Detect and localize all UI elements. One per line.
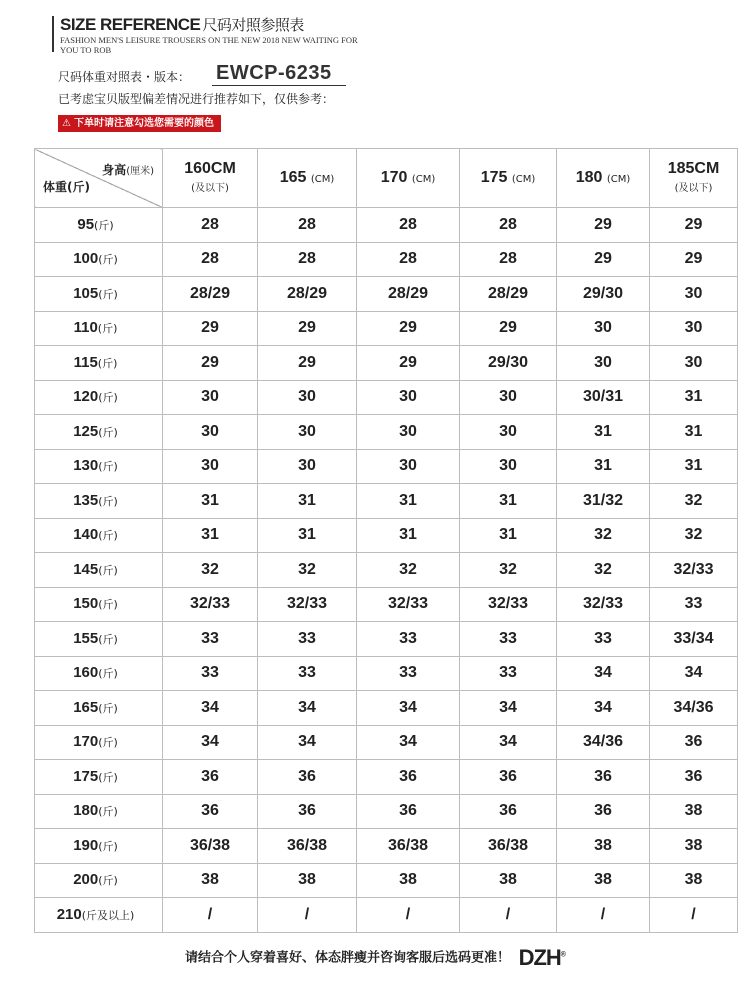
size-cell: 33 bbox=[460, 622, 557, 657]
size-cell: 29 bbox=[650, 208, 738, 243]
size-cell: 31 bbox=[163, 518, 258, 553]
weight-unit: (斤) bbox=[97, 356, 118, 370]
size-cell: 38 bbox=[650, 829, 738, 864]
size-cell: 29 bbox=[163, 311, 258, 346]
height-header-cell bbox=[163, 149, 258, 208]
size-cell: 38 bbox=[557, 829, 650, 864]
size-cell: 31 bbox=[460, 518, 557, 553]
size-cell: 36 bbox=[460, 794, 557, 829]
size-cell: 29 bbox=[557, 242, 650, 277]
table-row bbox=[35, 346, 738, 381]
size-cell: 28 bbox=[258, 242, 357, 277]
size-cell: 36 bbox=[557, 760, 650, 795]
size-cell: 32 bbox=[258, 553, 357, 588]
weight-cell bbox=[35, 656, 163, 691]
size-cell: 33 bbox=[557, 622, 650, 657]
size-cell: 28 bbox=[460, 242, 557, 277]
size-cell: 36/38 bbox=[163, 829, 258, 864]
weight-cell bbox=[35, 725, 163, 760]
height-header-cell bbox=[650, 149, 738, 208]
size-cell: 34 bbox=[460, 725, 557, 760]
title-en: SIZE REFERENCE bbox=[60, 15, 201, 34]
size-cell: 29 bbox=[460, 311, 557, 346]
size-cell: 32/33 bbox=[650, 553, 738, 588]
weight-value: 175 bbox=[73, 767, 99, 785]
size-cell: / bbox=[650, 898, 738, 933]
weight-value: 140 bbox=[73, 526, 99, 544]
weight-value: 155 bbox=[73, 629, 99, 647]
size-cell: 38 bbox=[258, 863, 357, 898]
weight-cell bbox=[35, 829, 163, 864]
table-row bbox=[35, 898, 738, 933]
size-cell: 28 bbox=[163, 208, 258, 243]
size-cell: 28 bbox=[357, 208, 460, 243]
size-cell: 32 bbox=[650, 518, 738, 553]
size-cell: / bbox=[557, 898, 650, 933]
table-row bbox=[35, 449, 738, 484]
weight-cell bbox=[35, 277, 163, 312]
size-cell: 30 bbox=[258, 415, 357, 450]
model-number: EWCP-6235 bbox=[212, 62, 346, 86]
size-cell: 34 bbox=[357, 691, 460, 726]
table-row bbox=[35, 242, 738, 277]
size-cell: 33 bbox=[163, 622, 258, 657]
size-cell: 34 bbox=[163, 725, 258, 760]
weight-unit: (斤) bbox=[98, 736, 118, 750]
weight-value: 170 bbox=[73, 733, 99, 751]
size-cell: 33 bbox=[650, 587, 738, 622]
table-row bbox=[35, 760, 738, 795]
size-cell: 31 bbox=[650, 449, 738, 484]
size-cell: 31 bbox=[357, 484, 460, 519]
size-cell: 28/29 bbox=[163, 277, 258, 312]
table-row bbox=[35, 656, 738, 691]
size-cell: 33/34 bbox=[650, 622, 738, 657]
table-row bbox=[35, 863, 738, 898]
table-row bbox=[35, 311, 738, 346]
size-cell: 34 bbox=[258, 691, 357, 726]
size-cell: 29 bbox=[258, 346, 357, 381]
size-cell: 29/30 bbox=[557, 277, 650, 312]
weight-cell bbox=[35, 622, 163, 657]
size-cell: 32 bbox=[557, 553, 650, 588]
table-row bbox=[35, 829, 738, 864]
size-cell: 32 bbox=[557, 518, 650, 553]
table-row bbox=[35, 725, 738, 760]
page-subtitle: FASHION MEN'S LEISURE TROUSERS ON THE NEW 2018 NEW WAITING FOR YOU TO ROB bbox=[60, 35, 358, 55]
size-cell: 34 bbox=[163, 691, 258, 726]
size-cell: 36/38 bbox=[460, 829, 557, 864]
weight-cell bbox=[35, 242, 163, 277]
size-cell: 34 bbox=[650, 656, 738, 691]
size-cell: 36 bbox=[258, 794, 357, 829]
size-cell: 28 bbox=[258, 208, 357, 243]
height-sub: (及以下) bbox=[674, 183, 713, 194]
size-cell: 38 bbox=[557, 863, 650, 898]
size-cell: 34/36 bbox=[650, 691, 738, 726]
size-cell: 28 bbox=[163, 242, 258, 277]
size-cell: 29 bbox=[557, 208, 650, 243]
weight-unit: (斤) bbox=[98, 839, 118, 853]
size-cell: 31 bbox=[650, 380, 738, 415]
size-cell: 31 bbox=[163, 484, 258, 519]
weight-value: 125 bbox=[73, 422, 99, 440]
size-cell: 31 bbox=[557, 415, 650, 450]
weight-value: 165 bbox=[73, 698, 99, 716]
size-cell: 31 bbox=[357, 518, 460, 553]
table-row bbox=[35, 415, 738, 450]
table-row bbox=[35, 691, 738, 726]
weight-unit: (斤) bbox=[97, 322, 118, 336]
height-sub: (及以下) bbox=[191, 183, 229, 194]
size-cell: 30 bbox=[163, 380, 258, 415]
weight-value: 190 bbox=[73, 836, 99, 854]
height-value: 170 bbox=[380, 169, 408, 186]
size-cell: 29 bbox=[163, 346, 258, 381]
table-row bbox=[35, 277, 738, 312]
size-cell: 38 bbox=[460, 863, 557, 898]
size-cell: 28/29 bbox=[460, 277, 557, 312]
size-cell: 33 bbox=[258, 656, 357, 691]
size-cell: 36 bbox=[258, 760, 357, 795]
size-cell: 34/36 bbox=[557, 725, 650, 760]
version-label: 尺码体重对照表・版本： bbox=[58, 70, 191, 84]
size-cell: 30 bbox=[650, 277, 738, 312]
weight-value: 115 bbox=[73, 353, 98, 371]
weight-value: 100 bbox=[73, 250, 99, 268]
weight-cell bbox=[35, 380, 163, 415]
size-cell: 31 bbox=[460, 484, 557, 519]
weight-cell bbox=[35, 794, 163, 829]
weight-unit: (斤) bbox=[98, 494, 118, 508]
size-cell: 33 bbox=[258, 622, 357, 657]
size-cell: 36 bbox=[163, 760, 258, 795]
weight-unit: (斤) bbox=[98, 667, 118, 681]
size-cell: 32/33 bbox=[557, 587, 650, 622]
weight-unit: (斤) bbox=[94, 218, 114, 232]
height-unit: (CM) bbox=[606, 174, 631, 185]
size-cell: 30 bbox=[357, 415, 460, 450]
size-cell: 32 bbox=[163, 553, 258, 588]
size-cell: 32/33 bbox=[357, 587, 460, 622]
height-unit: (CM) bbox=[310, 174, 335, 185]
size-cell: 28 bbox=[357, 242, 460, 277]
size-cell: 31 bbox=[557, 449, 650, 484]
table-row bbox=[35, 794, 738, 829]
size-cell: 34 bbox=[357, 725, 460, 760]
weight-unit: (斤) bbox=[98, 701, 118, 715]
size-cell: 30 bbox=[557, 311, 650, 346]
weight-value: 120 bbox=[73, 388, 99, 406]
corner-height-label: 身高(厘米) bbox=[102, 163, 154, 177]
warning-text: 下单时请注意勾选您需要的颜色 bbox=[73, 118, 214, 129]
size-cell: 31 bbox=[258, 484, 357, 519]
height-value: 165 bbox=[279, 169, 307, 186]
height-value: 175 bbox=[480, 169, 508, 186]
title-cn: 尺码对照参照表 bbox=[202, 16, 304, 34]
size-cell: 34 bbox=[557, 656, 650, 691]
weight-unit: (斤) bbox=[98, 253, 118, 267]
size-cell: 29 bbox=[258, 311, 357, 346]
size-cell: / bbox=[163, 898, 258, 933]
weight-unit: (斤) bbox=[98, 598, 118, 612]
weight-cell bbox=[35, 898, 163, 933]
weight-unit: (斤) bbox=[98, 874, 118, 888]
size-cell: 38 bbox=[163, 863, 258, 898]
weight-cell bbox=[35, 415, 163, 450]
size-cell: 32/33 bbox=[460, 587, 557, 622]
size-cell: 32 bbox=[460, 553, 557, 588]
size-cell: 36 bbox=[650, 760, 738, 795]
size-cell: 36 bbox=[357, 760, 460, 795]
page-title bbox=[60, 14, 304, 35]
corner-weight-label: 体重(斤) bbox=[43, 180, 90, 194]
size-cell: 32/33 bbox=[258, 587, 357, 622]
size-cell: 30 bbox=[357, 449, 460, 484]
table-row bbox=[35, 553, 738, 588]
size-cell: 36/38 bbox=[258, 829, 357, 864]
size-cell: 33 bbox=[357, 622, 460, 657]
size-cell: 34 bbox=[460, 691, 557, 726]
height-header-cell bbox=[357, 149, 460, 208]
table-row bbox=[35, 622, 738, 657]
weight-cell bbox=[35, 760, 163, 795]
size-cell: 36 bbox=[557, 794, 650, 829]
size-cell: 36 bbox=[650, 725, 738, 760]
size-cell: 29/30 bbox=[460, 346, 557, 381]
weight-unit: (斤) bbox=[98, 460, 118, 474]
size-cell: 31 bbox=[258, 518, 357, 553]
size-chart-table bbox=[34, 148, 738, 933]
size-cell: 31 bbox=[650, 415, 738, 450]
weight-value: 110 bbox=[73, 319, 98, 337]
size-cell: 31/32 bbox=[557, 484, 650, 519]
weight-cell bbox=[35, 449, 163, 484]
recommendation-note: 已考虑宝贝版型偏差情况进行推荐如下，仅供参考： bbox=[58, 92, 335, 106]
table-row bbox=[35, 380, 738, 415]
table-header-row bbox=[35, 149, 738, 208]
brand-logo: DZH® bbox=[518, 945, 565, 970]
height-header-cell bbox=[460, 149, 557, 208]
size-cell: 30 bbox=[357, 380, 460, 415]
weight-value: 95 bbox=[77, 215, 95, 233]
size-cell: 38 bbox=[650, 794, 738, 829]
weight-value: 160 bbox=[73, 664, 99, 682]
size-cell: 32/33 bbox=[163, 587, 258, 622]
size-cell: 28 bbox=[460, 208, 557, 243]
weight-cell bbox=[35, 587, 163, 622]
weight-unit: (斤) bbox=[98, 529, 118, 543]
size-cell: 33 bbox=[357, 656, 460, 691]
size-cell: 34 bbox=[557, 691, 650, 726]
size-cell: 34 bbox=[258, 725, 357, 760]
weight-value: 130 bbox=[73, 457, 99, 475]
height-header-cell bbox=[557, 149, 650, 208]
size-cell: 36/38 bbox=[357, 829, 460, 864]
weight-value: 210 bbox=[56, 905, 82, 923]
size-cell: / bbox=[460, 898, 557, 933]
size-cell: 30 bbox=[258, 380, 357, 415]
size-cell: 30 bbox=[650, 311, 738, 346]
warning-icon: ⚠ bbox=[62, 118, 71, 129]
size-cell: 29 bbox=[357, 346, 460, 381]
weight-cell bbox=[35, 208, 163, 243]
size-cell: 30 bbox=[460, 415, 557, 450]
corner-cell bbox=[35, 149, 163, 208]
weight-cell bbox=[35, 484, 163, 519]
size-cell: 28/29 bbox=[258, 277, 357, 312]
footer bbox=[0, 945, 750, 971]
table-row bbox=[35, 587, 738, 622]
height-unit: (CM) bbox=[411, 174, 436, 185]
weight-value: 105 bbox=[73, 284, 99, 302]
size-cell: 30 bbox=[258, 449, 357, 484]
weight-cell bbox=[35, 553, 163, 588]
weight-value: 200 bbox=[73, 871, 99, 889]
height-value: 180 bbox=[575, 169, 603, 186]
size-cell: 30 bbox=[460, 449, 557, 484]
weight-unit: (斤) bbox=[98, 632, 118, 646]
size-cell: 32 bbox=[357, 553, 460, 588]
size-cell: 30 bbox=[163, 415, 258, 450]
header-accent-bar bbox=[52, 16, 54, 52]
size-cell: 30 bbox=[163, 449, 258, 484]
size-cell: 30 bbox=[460, 380, 557, 415]
size-cell: 30 bbox=[557, 346, 650, 381]
size-cell: / bbox=[258, 898, 357, 933]
weight-value: 180 bbox=[73, 802, 99, 820]
weight-unit: (斤) bbox=[98, 563, 118, 577]
table-row bbox=[35, 484, 738, 519]
height-value: 185CM bbox=[667, 160, 720, 177]
weight-unit: (斤) bbox=[98, 287, 118, 301]
weight-cell bbox=[35, 346, 163, 381]
weight-cell bbox=[35, 863, 163, 898]
height-header-cell bbox=[258, 149, 357, 208]
size-cell: 29 bbox=[650, 242, 738, 277]
weight-value: 145 bbox=[73, 560, 99, 578]
size-cell: 38 bbox=[650, 863, 738, 898]
height-unit: (CM) bbox=[511, 174, 536, 185]
weight-cell bbox=[35, 691, 163, 726]
weight-cell bbox=[35, 518, 163, 553]
weight-unit: (斤及以上) bbox=[81, 908, 135, 922]
size-cell: 36 bbox=[163, 794, 258, 829]
size-cell: 33 bbox=[460, 656, 557, 691]
weight-unit: (斤) bbox=[98, 425, 118, 439]
weight-unit: (斤) bbox=[98, 391, 118, 405]
size-cell: 30 bbox=[650, 346, 738, 381]
size-cell: 28/29 bbox=[357, 277, 460, 312]
size-cell: 36 bbox=[460, 760, 557, 795]
table-row bbox=[35, 208, 738, 243]
size-cell: 33 bbox=[163, 656, 258, 691]
table-row bbox=[35, 518, 738, 553]
weight-unit: (斤) bbox=[98, 770, 118, 784]
size-cell: 32 bbox=[650, 484, 738, 519]
size-cell: / bbox=[357, 898, 460, 933]
weight-value: 135 bbox=[73, 491, 99, 509]
size-cell: 38 bbox=[357, 863, 460, 898]
color-warning-badge bbox=[58, 115, 221, 132]
size-cell: 30/31 bbox=[557, 380, 650, 415]
weight-value: 150 bbox=[73, 595, 99, 613]
weight-cell bbox=[35, 311, 163, 346]
footer-text: 请结合个人穿着喜好、体态胖瘦并咨询客服后选码更准！ bbox=[185, 950, 511, 966]
size-cell: 36 bbox=[357, 794, 460, 829]
weight-unit: (斤) bbox=[98, 805, 118, 819]
size-cell: 29 bbox=[357, 311, 460, 346]
height-value: 160CM bbox=[184, 160, 236, 177]
